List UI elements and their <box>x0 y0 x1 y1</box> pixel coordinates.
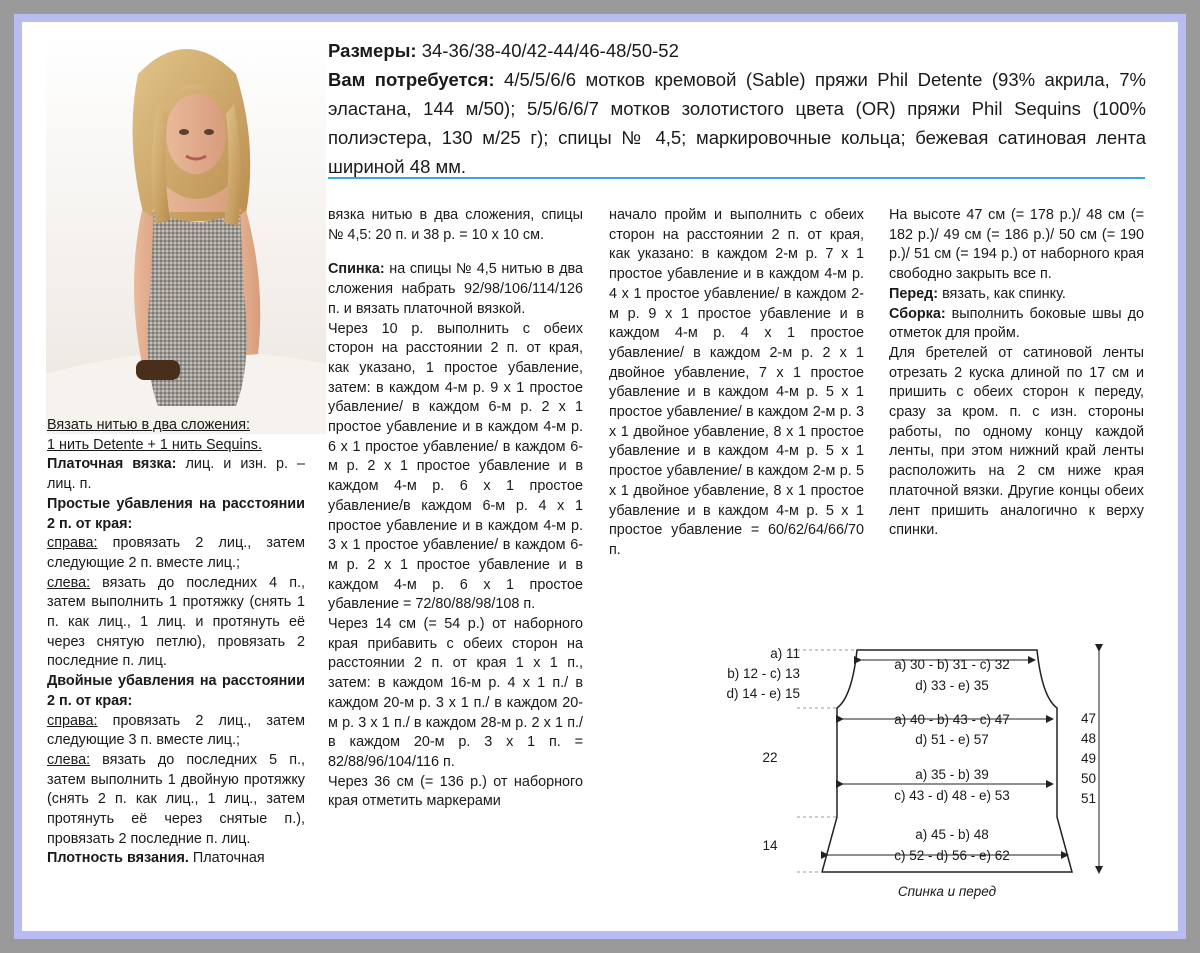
simple-dec-right <box>47 534 305 573</box>
total-height-1: 47 <box>1080 711 1096 726</box>
height-22: 22 <box>762 750 778 765</box>
front-para <box>889 285 1144 305</box>
double-dec-left <box>47 751 305 850</box>
sizes-value: 34-36/38-40/42-44/46-48/50-52 <box>416 40 679 61</box>
left-label: слева: <box>47 574 91 591</box>
total-height-5: 51 <box>1080 791 1096 806</box>
double-left-text: вязать до последних 5 п., затем выполнить 1 двойную протяжку (снять 2 п. как лиц., 1 лиц., затем протянуть её через снятые п.), провязать 2 последние п. лиц. <box>47 751 305 847</box>
height-14: 14 <box>762 838 778 853</box>
total-height-3: 49 <box>1080 751 1096 766</box>
double-dec-right <box>47 712 305 751</box>
double-dec-title-text: Двойные убавления на расстоянии 2 п. от края: <box>47 673 305 709</box>
total-height-2: 48 <box>1080 731 1096 746</box>
back-text: на спицы № 4,5 нитью в два сложения набрать 92/98/106/114/126 п. и вязать платочной вязкой. <box>328 261 583 317</box>
total-height-4: 50 <box>1080 771 1096 786</box>
garter-para <box>47 455 305 494</box>
density-cont: вязка нитью в два сложения, спицы № 4,5: 20 п. и 38 р. = 10 x 10 см. <box>328 207 583 243</box>
simple-right-text: провязать 2 лиц., затем следующие 2 п. вместе лиц.; <box>47 535 305 571</box>
left-column <box>47 416 305 869</box>
header-block <box>328 36 1146 181</box>
materials-text: 4/5/5/6/6 мотков кремовой (Sable) пряжи Phil Detente (93% акрила, 7% эластана, 144 м/50); 5/5/6/6/7 мотков золотистого цвета (OR) пряжи Phil Sequins (100% полиэстера, 130 м/25 г); спицы № 4,5; маркировочные кольца; бежевая сатиновая лента шириной 48 мм. <box>328 69 1146 177</box>
assembly-label: Сборка: <box>889 305 946 322</box>
density-text: Платочная <box>188 850 265 867</box>
front-text: вязать, как спинку. <box>938 285 1066 302</box>
density-para <box>47 849 305 869</box>
left-label-2: слева: <box>47 751 91 768</box>
model-photo <box>46 34 326 434</box>
pattern-page <box>22 22 1178 931</box>
label-mid-1: a) 35 - b) 39 <box>915 767 989 782</box>
back-increases: Через 14 см (= 54 р.) от наборного края прибавить с обеих сторон на расстоянии 2 п. от края 1 x 1 п., затем: в каждом 16-м р. 4 x 1 п./ в каждом 20-м р. 3 x 1 п./ в каждом 20-м р. 3 x 1 п./ в каждом 28-м р. 2 x 1 п./ в каждом 20-м р. 3 x 1 п. = 82/88/96/104/116 п. <box>328 616 583 770</box>
back-para <box>328 260 583 319</box>
materials-label: Вам потребуется: <box>328 69 495 90</box>
header-divider <box>328 177 1145 179</box>
assembly-text: выполнить боковые швы до отметок для пройм. <box>889 305 1144 342</box>
assembly-para <box>889 305 1144 344</box>
simple-left-text: вязать до последних 4 п., затем выполнить 1 протяжку (снять 1 п. как лиц., 1 лиц. и протянуть её через снятую петлю), провязать 2 последние п. лиц. <box>47 574 305 670</box>
label-upper-1: a) 40 - b) 43 - c) 47 <box>894 712 1010 727</box>
diagram-caption: Спинка и перед <box>897 884 997 899</box>
label-left-d: d) 14 - e) 15 <box>726 686 800 701</box>
front-label: Перед: <box>889 285 939 302</box>
back-decreases: Через 10 р. выполнить с обеих сторон на расстоянии 2 п. от края, как указано, 1 простое убавление, затем: в каждом 4-м р. 9 x 1 простое убавление/ в каждом 6-м р. 2 x 1 простое убавление и в каждом 4-м р. 6 x 1 простое убавление/ в каждом 6-м р. 2 x 1 простое убавление и в каждом 4-м р. 6 x 1 простое убавление/в каждом 6-м р. 4 x 1 простое убавление и в каждом 4-м р. 3 x 1 простое убавление/ в каждом 6-м р. 2 x 1 простое убавление и в каждом 4-м р. 6 x 1 простое убавление = 72/80/88/98/108 п. <box>328 320 583 613</box>
label-mid-2: c) 43 - d) 48 - e) 53 <box>894 788 1010 803</box>
column-2 <box>328 206 583 812</box>
label-top-1: a) 30 - b) 31 - c) 32 <box>894 657 1010 672</box>
yarn-note-2: 1 нить Detente + 1 нить Sequins. <box>47 436 262 453</box>
back-armhole-start: Через 36 см (= 136 р.) от наборного края отметить маркерами <box>328 773 583 810</box>
garter-text: лиц. и изн. р. – лиц. п. <box>47 456 305 493</box>
label-bottom-2: c) 52 - d) 56 - e) 62 <box>894 848 1010 863</box>
back-label: Спинка: <box>328 261 385 278</box>
column-4 <box>889 206 1144 541</box>
simple-dec-title-text: Простые убавления на расстоянии 2 п. от края: <box>47 495 305 532</box>
label-left-a: a) 11 <box>770 646 800 661</box>
label-upper-2: d) 51 - e) 57 <box>915 732 989 747</box>
right-label-2: справа: <box>47 712 98 729</box>
label-top-2: d) 33 - e) 35 <box>915 678 989 693</box>
double-right-text: провязать 2 лиц., затем следующие 3 п. вместе лиц.; <box>47 712 305 749</box>
double-dec-title <box>47 672 305 711</box>
column-3 <box>609 206 864 561</box>
bind-off-para: На высоте 47 см (= 178 р.)/ 48 см (= 182 р.)/ 49 см (= 186 р.)/ 50 см (= 190 р.)/ 51 см (= 194 р.) от наборного края свободно закрыть все п. <box>889 207 1144 283</box>
simple-dec-left <box>47 574 305 673</box>
label-bottom-1: a) 45 - b) 48 <box>915 827 989 842</box>
yarn-note-1: Вязать нитью в два сложения: <box>47 417 250 433</box>
label-left-b: b) 12 - c) 13 <box>727 666 800 681</box>
density-label: Плотность вязания. <box>47 850 189 867</box>
garter-label: Платочная вязка: <box>47 456 177 473</box>
schematic-diagram <box>662 612 1112 912</box>
right-label: справа: <box>47 535 98 552</box>
armhole-decreases: начало пройм и выполнить с обеих сторон на расстоянии 2 п. от края, как указано: в каждом 2-м р. 7 x 1 простое убавление и в каждом 4-м р. 4 x 1 простое убавление/ в каждом 2-м р. 9 x 1 простое убавление и в каждом 4-м р. 4 x 1 простое убавление/ в каждом 2-м р. 2 x 1 двойное убавление, 7 x 1 простое убавление и в каждом 4-м р. 5 x 1 простое убавление/ в каждом 2-м р. 3 x 1 двойное убавление, 8 x 1 простое убавление и в каждом 4-м р. 5 x 1 простое убавление/ в каждом 2-м р. 5 x 1 двойное убавление, 8 x 1 простое убавление и в каждом 4-м р. 5 x 1 простое убавление = 60/62/64/66/70 п. <box>609 207 864 558</box>
simple-dec-title <box>47 495 305 534</box>
straps-para: Для бретелей от сатиновой ленты отрезать 2 куска длиной по 17 см и пришить с обеих сторон к переду, сразу за кром. п. с изн. стороны работы, по одному концу каждой ленты, при этом нижний край ленты расположить на 2 см ниже края платочной вязки. Другие концы обеих лент пришить аналогично к верху спинки. <box>889 344 1144 539</box>
sizes-label: Размеры: <box>328 40 417 61</box>
